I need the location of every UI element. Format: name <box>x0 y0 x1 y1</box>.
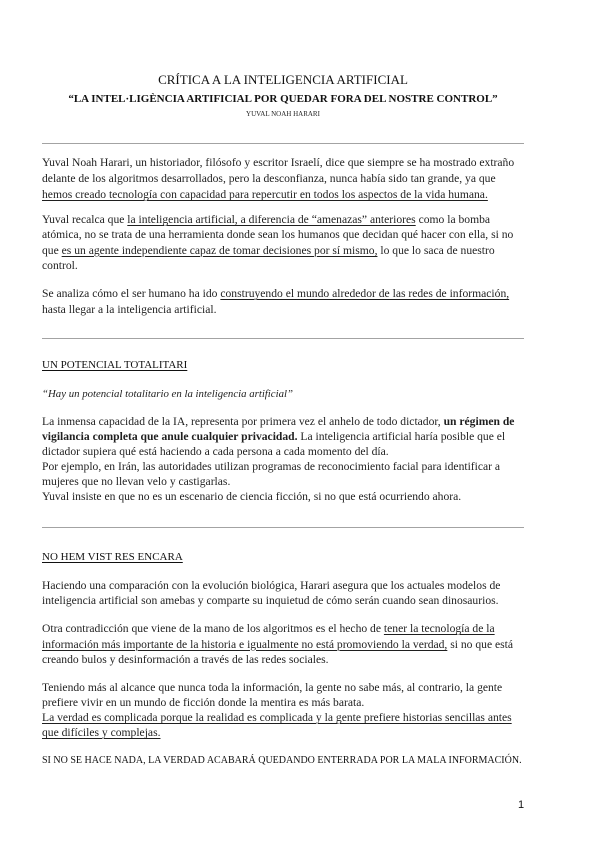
section-heading-not-yet <box>42 549 524 565</box>
underlined-text: construyendo el mundo alrededor de las redes de información, <box>220 287 510 300</box>
paragraph-line: dictador supiera qué está haciendo a cada persona a cada momento del día. <box>42 445 389 458</box>
paragraph-line <box>42 243 524 258</box>
plain-text: La inmensa capacidad de la IA, representa por primera vez el anhelo de todo dictador, <box>42 415 444 428</box>
document-subtitle: “LA INTEL·LIGÈNCIA ARTIFICIAL POR QUEDAR FORA DEL NOSTRE CONTROL” <box>68 93 498 105</box>
paragraph-line <box>42 286 524 302</box>
document-title: CRÍTICA A LA INTELIGENCIA ARTIFICIAL <box>158 72 408 87</box>
not-yet-paragraph-3 <box>42 680 524 740</box>
plain-text: La inteligencia artificial haría posible que el <box>297 430 506 443</box>
paragraph-line: Teniendo más al alcance que nunca toda la información, la gente no sabe más, al contrario, la gente <box>42 681 503 694</box>
paragraph-line <box>42 212 524 227</box>
paragraph-line: mujeres que no llevan velo y castigarlas. <box>42 475 231 488</box>
intro-paragraph-3 <box>42 286 524 318</box>
underlined-text: que difíciles y complejas. <box>42 726 161 739</box>
paragraph-line: Por ejemplo, en Irán, las autoridades utilizan programas de reconocimiento facial para identificar a <box>42 460 501 473</box>
bold-text: vigilancia completa que anule cualquier privacidad. <box>42 430 298 443</box>
underlined-text: hemos creado tecnología con capacidad para repercutir en todos los aspectos de la vida humana. <box>42 188 488 201</box>
paragraph-line <box>42 621 524 637</box>
section-divider <box>42 143 524 144</box>
paragraph-line <box>42 725 524 740</box>
heading-text: UN POTENCIAL TOTALITARI <box>42 359 188 371</box>
underlined-text: información más importante de la historia e igualmente no está promoviendo la verdad, <box>42 637 448 651</box>
plain-text: Otra contradicción que viene de la mano de los algoritmos es el hecho de <box>42 622 384 635</box>
paragraph-line: control. <box>42 258 78 272</box>
section-divider <box>42 338 524 339</box>
underlined-text: la inteligencia artificial, a diferencia de “amenazas” anteriores <box>127 213 416 226</box>
paragraph-line: delante de los algoritmos desarrollados, pero la desconfianza, nunca había sido tan grande, ya que <box>42 172 496 185</box>
paragraph-line: creando bulos y desinformación a través de las redes sociales. <box>42 653 329 666</box>
paragraph-line: Haciendo una comparación con la evolución biológica, Harari asegura que los actuales modelos de <box>42 579 501 592</box>
paragraph-line: prefiere vivir en un mundo de ficción donde la mentira es más barata. <box>42 696 365 709</box>
underlined-text: La verdad es complicada porque la realidad es complicada y la gente prefiere historias sencillas antes <box>42 711 512 724</box>
paragraph-line: atómica, no se trata de una herramienta donde sean los humanos que decidan qué hacer con ella, si no <box>42 228 514 242</box>
paragraph-line <box>42 710 524 725</box>
section-divider <box>42 527 524 528</box>
pull-quote: “Hay un potencial totalitario en la inteligencia artificial” <box>42 388 294 400</box>
paragraph-line <box>42 429 524 444</box>
plain-text: lo que lo saca de nuestro <box>377 243 495 257</box>
paragraph-line: Yuval Noah Harari, un historiador, filósofo y escritor Israelí, dice que siempre se ha mostrado extraño <box>42 156 515 169</box>
plain-text: Yuval recalca que <box>42 213 128 226</box>
paragraph-line: inteligencia artificial son amebas y comparte su inquietud de cómo serán cuando sean dinosaurios. <box>42 594 499 607</box>
paragraph-line: Yuval insiste en que no es un escenario de ciencia ficción, si no que está ocurriendo ahora. <box>42 490 462 503</box>
closing-statement: SI NO SE HACE NADA, LA VERDAD ACABARÁ QUEDANDO ENTERRADA POR LA MALA INFORMACIÓN. <box>42 755 522 766</box>
underlined-text: es un agente independiente capaz de tomar decisiones por sí mismo, <box>61 243 378 257</box>
paragraph-line <box>42 637 524 653</box>
paragraph-line <box>42 187 524 203</box>
author-name: YUVAL NOAH HARARI <box>246 110 320 118</box>
not-yet-paragraph-2 <box>42 621 524 668</box>
not-yet-paragraph-1 <box>42 578 524 608</box>
totalitarian-paragraph <box>42 414 524 504</box>
bold-text: un régimen de <box>443 415 515 428</box>
plain-text: que <box>42 243 62 257</box>
heading-text: NO HEM VIST RES ENCARA <box>42 551 183 563</box>
intro-paragraph-2 <box>42 212 524 273</box>
intro-paragraph-1 <box>42 155 524 203</box>
plain-text: Se analiza cómo el ser humano ha ido <box>42 287 221 300</box>
plain-text: si no que está <box>447 637 514 651</box>
paragraph-line: hasta llegar a la inteligencia artificial. <box>42 303 217 316</box>
plain-text: como la bomba <box>415 213 491 226</box>
paragraph-line <box>42 414 524 429</box>
section-heading-totalitarian <box>42 357 524 373</box>
underlined-text: tener la tecnología de la <box>383 622 495 635</box>
page-number: 1 <box>518 799 525 811</box>
